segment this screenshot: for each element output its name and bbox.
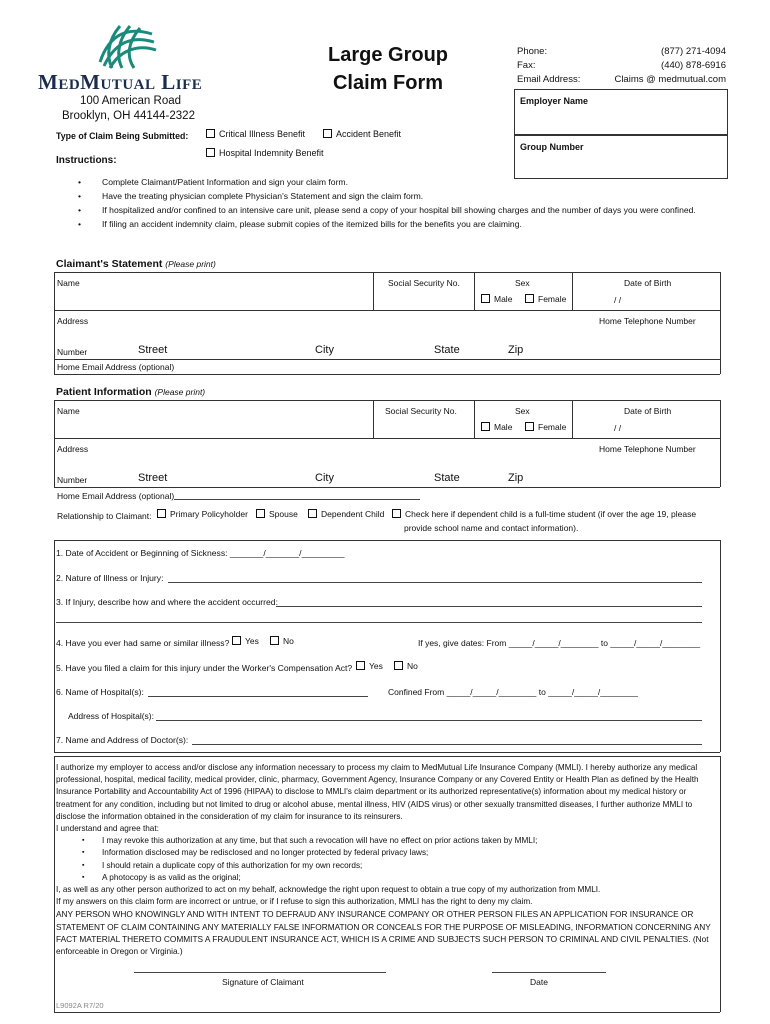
q5-yes[interactable] (356, 661, 383, 671)
section-title-text: Patient Information (56, 386, 152, 398)
patient-home-phone-field[interactable]: Home Telephone Number (599, 444, 696, 454)
relationship-dependent[interactable] (308, 509, 384, 519)
q3-label: 3. If Injury, describe how and where the accident occurred: (56, 597, 278, 607)
claimant-email-field[interactable]: Home Email Address (optional) (57, 362, 175, 372)
instruction-item: • Have the treating physician complete Physician's Statement and sign the claim form. (78, 189, 698, 203)
claim-type-hospital-indemnity[interactable] (206, 148, 324, 158)
authorization-bullet: ▪ Information disclosed may be redisclosed and no longer protected by federal privacy laws; (82, 847, 716, 859)
option-label: No (283, 636, 294, 646)
student-text: Check here if dependent child is a full-time student (if over the age 19, please (405, 509, 697, 519)
date-label: Date (530, 977, 548, 987)
claimant-number-label: Number (57, 347, 88, 357)
form-code: L9092A R7/20 (56, 1001, 104, 1010)
authorization-text (56, 762, 716, 957)
patient-ssn-field[interactable]: Social Security No. (385, 406, 457, 416)
signature-field[interactable] (134, 972, 386, 973)
option-label: Critical Illness Benefit (219, 129, 306, 139)
option-label: Accident Benefit (336, 129, 402, 139)
relationship-label: Relationship to Claimant: (57, 511, 152, 521)
option-label: Yes (245, 636, 259, 646)
claim-type-critical-illness[interactable] (206, 129, 305, 139)
q3-field-line2[interactable] (56, 622, 702, 623)
instructions-list (78, 175, 698, 231)
authorization-bullet: ▪ I should retain a duplicate copy of this authorization for my own records; (82, 860, 716, 872)
fax-label: Fax: (517, 60, 536, 71)
form-title-line2: Claim Form (332, 72, 444, 94)
phone-value: (877) 271-4094 (661, 46, 726, 57)
option-label: Male (494, 294, 513, 304)
patient-address-field[interactable]: Address (57, 444, 89, 454)
checkbox[interactable] (392, 509, 401, 518)
address-line1: 100 American Road (80, 95, 182, 107)
relationship-spouse[interactable] (256, 509, 298, 519)
claimant-home-phone-field[interactable]: Home Telephone Number (599, 316, 696, 326)
checkbox[interactable] (232, 636, 241, 645)
section-title-note: (Please print) (154, 387, 206, 397)
understand-label: I understand and agree that: (56, 824, 159, 834)
claimant-sex-female[interactable] (525, 294, 566, 304)
section-title-text: Claimant's Statement (56, 258, 163, 270)
student-checkbox[interactable] (392, 509, 696, 519)
signature-label: Signature of Claimant (222, 977, 304, 987)
q3-field[interactable] (276, 606, 702, 607)
patient-state-label: State (434, 472, 460, 484)
claimant-state-label: State (434, 344, 460, 356)
patient-section-title (56, 386, 205, 398)
q6-label: 6. Name of Hospital(s): (56, 687, 144, 697)
student-text-line2: provide school name and contact information). (404, 523, 579, 533)
section-title-note: (Please print) (165, 259, 216, 269)
claim-type-accident[interactable] (323, 129, 401, 139)
option-label: Hospital Indemnity Benefit (219, 148, 324, 158)
option-label: Female (538, 294, 567, 304)
brand-name: MedMutual Life (38, 70, 203, 94)
q7-label: 7. Name and Address of Doctor(s): (56, 735, 189, 745)
patient-dob-field[interactable]: / / (614, 423, 622, 433)
authorization-bullets (82, 835, 716, 884)
checkbox[interactable] (481, 422, 490, 431)
q4-yes[interactable] (232, 636, 259, 646)
q6-field[interactable] (148, 696, 368, 697)
patient-number-label: Number (57, 475, 88, 485)
deny-claim-paragraph: If my answers on this claim form are incorrect or untrue, or if I refuse to sign this authorization, MMLI has the right to deny my claim. (56, 897, 533, 907)
fraud-warning: ANY PERSON WHO KNOWINGLY AND WITH INTENT TO DEFRAUD ANY INSURANCE COMPANY OR OTHER PERSON FILES AN APPLICATION FOR INSURANCE OR STATEMENT OF CLAIM CONTAINING ANY MATERIALLY FALSE INFORMATION OR CONCEALS FOR THE PURPOSE OF MISLEADING, INFORMATION CONCERNING ANY FACT MATERIAL THERETO COMMITS A FRAUDULENT INSURANCE ACT, WHICH IS A CRIME AND SUBJECTS SUCH PERSON TO CRIMINAL AND CIVIL PENALTIES. (Not enforceable in Oregon or Virginia.) (56, 909, 711, 957)
claimant-sex-label: Sex (515, 278, 530, 288)
employer-name-label: Employer Name (520, 96, 589, 106)
q7-field[interactable] (192, 744, 702, 745)
address-line2: Brooklyn, OH 44144-2322 (62, 110, 195, 122)
patient-sex-label: Sex (515, 406, 530, 416)
claimant-ssn-field[interactable]: Social Security No. (388, 278, 460, 288)
medmutual-logo-icon (90, 22, 160, 72)
patient-dob-label: Date of Birth (624, 406, 672, 416)
phone-label: Phone: (517, 46, 548, 57)
claimant-city-label: City (315, 344, 334, 356)
checkbox[interactable] (525, 294, 534, 303)
checkbox[interactable] (157, 509, 166, 518)
checkbox[interactable] (270, 636, 279, 645)
patient-sex-female[interactable] (525, 422, 566, 432)
checkbox[interactable] (356, 661, 365, 670)
option-label: Spouse (269, 509, 298, 519)
patient-email-label: Home Email Address (optional) (57, 491, 175, 501)
patient-email-field[interactable] (174, 499, 420, 500)
relationship-primary[interactable] (157, 509, 248, 519)
q2-field[interactable] (168, 582, 702, 583)
q6b-label: Address of Hospital(s): (68, 711, 154, 721)
patient-street-label: Street (138, 472, 168, 484)
q6b-field[interactable] (156, 720, 702, 721)
checkbox[interactable] (256, 509, 265, 518)
claimant-name-field[interactable]: Name (57, 278, 80, 288)
authorization-bullet: ▪ A photocopy is as valid as the original; (82, 872, 716, 884)
date-field[interactable] (492, 972, 606, 973)
option-label: No (407, 661, 418, 671)
email-value: Claims @ medmutual.com (614, 74, 726, 85)
option-label: Primary Policyholder (170, 509, 248, 519)
claimant-sex-male[interactable] (481, 294, 512, 304)
q5-no[interactable] (394, 661, 418, 671)
authorization-paragraph: I authorize my employer to access and/or disclose any information necessary to process my claim to MedMutual Life Insurance Company (MMLI). I hereby authorize any medical professional, hospital, medical facility, medical provider, clinic, pharmacy, Government Agency, Insurance Company or any Covered Entity or Health Plan as defined by the Health Insurance Portability and Accountability Act of 1996 (HIPAA) to disclose to MMLI's claim department or its authorized representative(s) information about my medical history or treatment for any condition, including but not limited to drug or alcohol abuse, mental illness, HIV (AIDS virus) or other sexually transmitted diseases, I further authorize MMLI to disclose the information obtained in the consideration of my claim for insurance to its reinsurers. (56, 763, 699, 821)
claim-type-label: Type of Claim Being Submitted: (56, 131, 189, 141)
claimant-zip-label: Zip (508, 344, 524, 356)
claimant-section-title (56, 258, 216, 270)
q4-no[interactable] (270, 636, 294, 646)
instruction-item: • If hospitalized and/or confined to an intensive care unit, please send a copy of your hospital bill showing charges and the number of days you were confined. (78, 203, 698, 217)
option-label: Yes (369, 661, 383, 671)
instruction-item: • If filing an accident indemnity claim, please submit copies of the itemized bills for the benefits you are claiming. (78, 217, 698, 231)
claimant-dob-field[interactable]: / / (614, 295, 622, 305)
claimant-address-field[interactable]: Address (57, 316, 89, 326)
option-label: Dependent Child (321, 509, 385, 519)
checkbox[interactable] (394, 661, 403, 670)
checkbox[interactable] (308, 509, 317, 518)
checkbox[interactable] (206, 148, 215, 157)
checkbox[interactable] (323, 129, 332, 138)
q5-label: 5. Have you filed a claim for this injury under the Worker's Compensation Act? (56, 663, 353, 673)
patient-zip-label: Zip (508, 472, 524, 484)
checkbox[interactable] (481, 294, 490, 303)
q2-label: 2. Nature of Illness or Injury: (56, 573, 164, 583)
instruction-item: • Complete Claimant/Patient Information and sign your claim form. (78, 175, 698, 189)
option-label: Female (538, 422, 567, 432)
claimant-dob-label: Date of Birth (624, 278, 672, 288)
patient-sex-male[interactable] (481, 422, 512, 432)
patient-name-field[interactable]: Name (57, 406, 80, 416)
checkbox[interactable] (206, 129, 215, 138)
acknowledgement-paragraph: I, as well as any other person authorized to act on my behalf, acknowledge the right upon request to obtain a true copy of my authorization from MMLI. (56, 885, 601, 895)
q6-confined-field[interactable]: Confined From _____/_____/________ to _____/_____/________ (388, 687, 639, 697)
option-label: Male (494, 422, 513, 432)
form-title-line1: Large Group (328, 44, 449, 66)
fax-value: (440) 878-6916 (661, 60, 726, 71)
patient-city-label: City (315, 472, 334, 484)
checkbox[interactable] (525, 422, 534, 431)
authorization-bullet: ▪ I may revoke this authorization at any time, but that such a revocation will have no effect on prior actions taken by MMLI; (82, 835, 716, 847)
q1-accident-date[interactable]: 1. Date of Accident or Beginning of Sickness: _______/_______/_________ (56, 548, 345, 558)
group-number-label: Group Number (520, 142, 584, 152)
q4-dates-field[interactable]: If yes, give dates: From _____/_____/________ to _____/_____/________ (418, 638, 701, 648)
q4-label: 4. Have you ever had same or similar illness? (56, 638, 230, 648)
instructions-label: Instructions: (56, 155, 117, 166)
claimant-street-label: Street (138, 344, 168, 356)
email-label: Email Address: (517, 74, 581, 85)
